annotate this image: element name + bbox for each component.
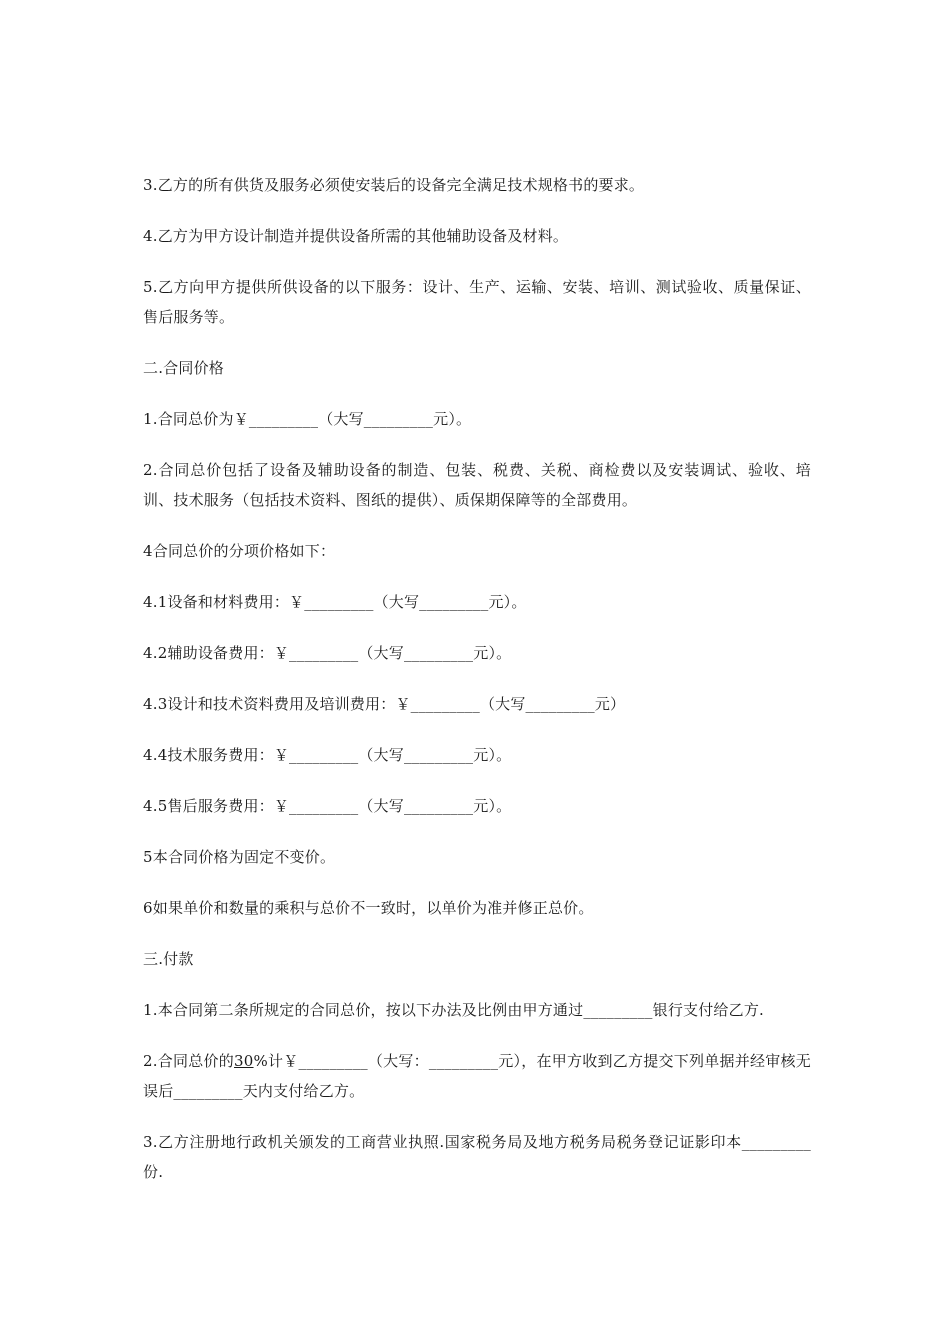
clause-1-5: 5.乙方向甲方提供所供设备的以下服务：设计、生产、运输、安装、培训、测试验收、质量保证、售后服务等。 bbox=[143, 278, 811, 326]
section-heading-contract-price: 二.合同价格 bbox=[143, 359, 224, 377]
clause-2-6: 6如果单价和数量的乘积与总价不一致时，以单价为准并修正总价。 bbox=[143, 899, 594, 917]
clause-1-4: 4.乙方为甲方设计制造并提供设备所需的其他辅助设备及材料。 bbox=[143, 227, 569, 245]
clause-2-4-4: 4.4技术服务费用：￥_________（大写_________元）。 bbox=[143, 746, 512, 764]
clause-3-2 bbox=[143, 1046, 811, 1106]
clause-3-2-suffix: %计￥_________（大写：_________元），在甲方收到乙方提交下列单据并经审核无误后_________天内支付给乙方。 bbox=[143, 1052, 811, 1100]
clause-2-4: 4合同总价的分项价格如下： bbox=[143, 542, 336, 560]
document-body bbox=[143, 170, 811, 1208]
clause-3-2-percent: 30 bbox=[234, 1052, 254, 1070]
clause-2-4-3: 4.3设计和技术资料费用及培训费用：￥_________（大写_________元） bbox=[143, 695, 626, 713]
clause-2-4-2: 4.2辅助设备费用：￥_________（大写_________元）。 bbox=[143, 644, 512, 662]
clause-3-1: 1.本合同第二条所规定的合同总价，按以下办法及比例由甲方通过_________银行支付给乙方. bbox=[143, 1001, 764, 1019]
clause-2-2: 2.合同总价包括了设备及辅助设备的制造、包装、税费、关税、商检费以及安装调试、验收、培训、技术服务（包括技术资料、图纸的提供）、质保期保障等的全部费用。 bbox=[143, 461, 811, 509]
clause-2-4-1: 4.1设备和材料费用：￥_________（大写_________元）。 bbox=[143, 593, 527, 611]
clause-2-5: 5本合同价格为固定不变价。 bbox=[143, 848, 336, 866]
clause-1-3: 3.乙方的所有供货及服务必须使安装后的设备完全满足技术规格书的要求。 bbox=[143, 176, 645, 194]
clause-2-1: 1.合同总价为￥_________（大写_________元）。 bbox=[143, 410, 472, 428]
clause-3-3: 3.乙方注册地行政机关颁发的工商营业执照.国家税务局及地方税务局税务登记证影印本_________份. bbox=[143, 1133, 811, 1181]
clause-2-4-5: 4.5售后服务费用：￥_________（大写_________元）。 bbox=[143, 797, 512, 815]
clause-3-2-prefix: 2.合同总价的 bbox=[143, 1052, 235, 1070]
section-heading-payment: 三.付款 bbox=[143, 950, 194, 968]
